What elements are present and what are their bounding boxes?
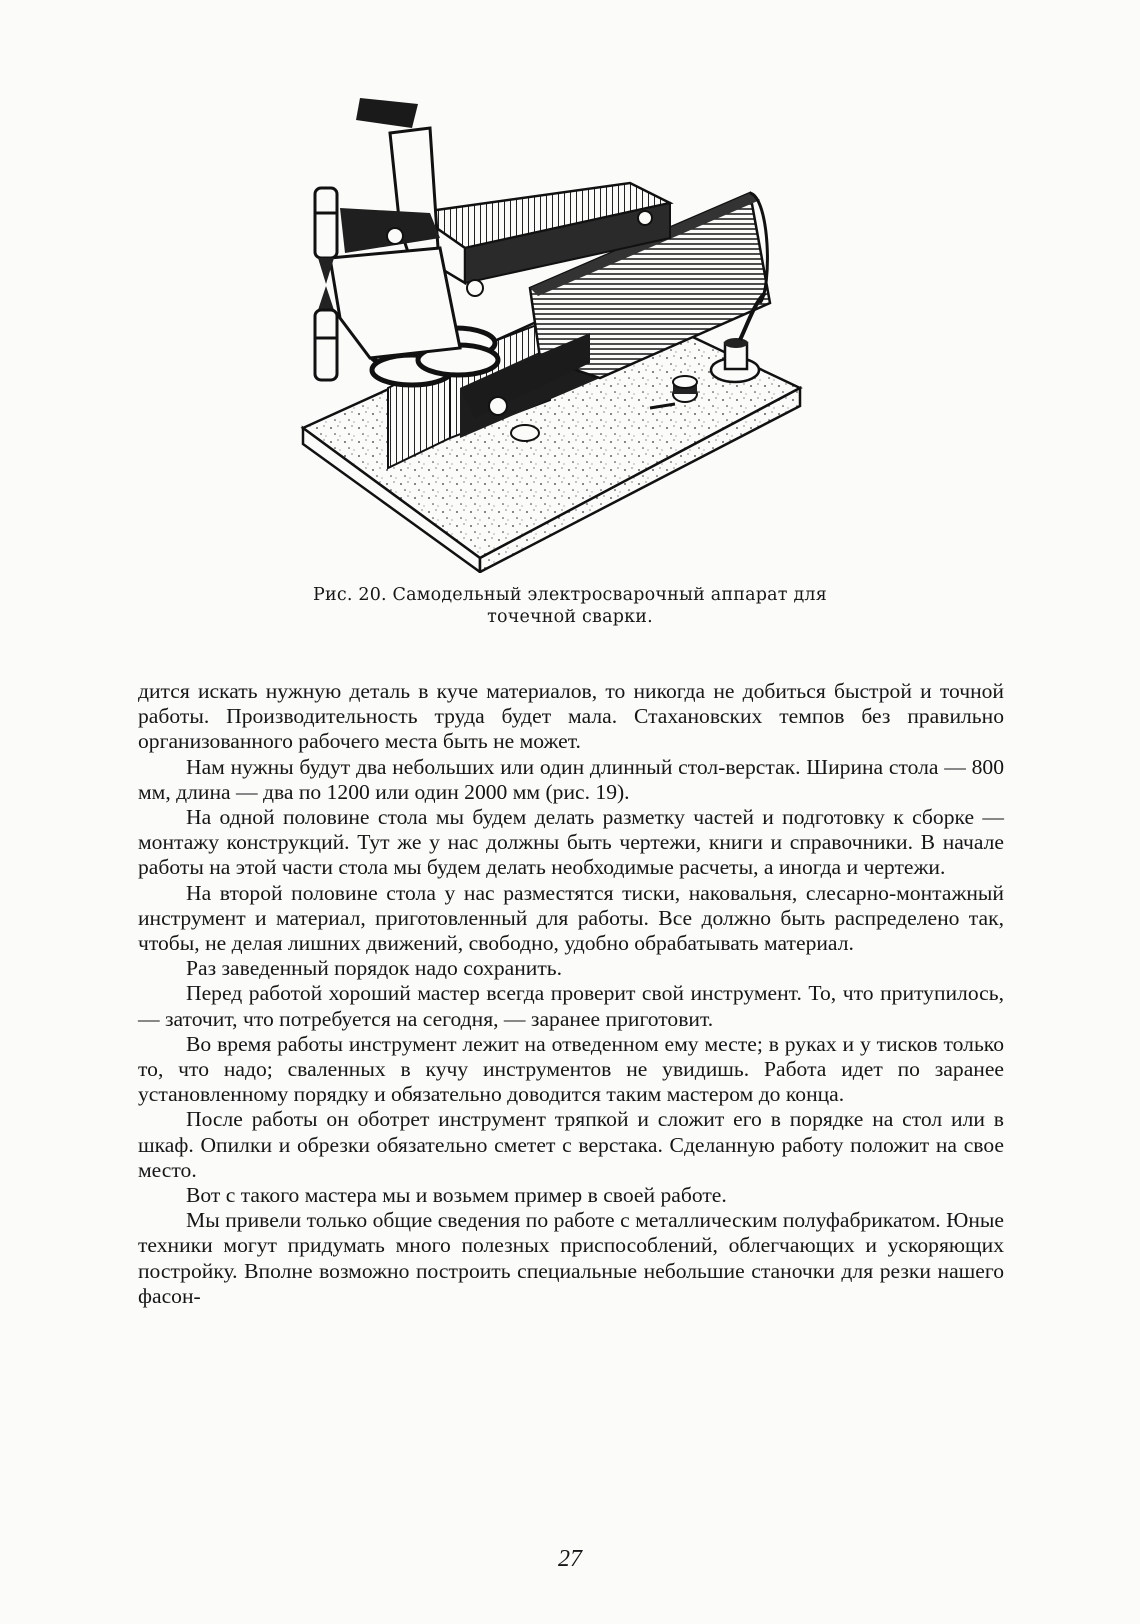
paragraph: На одной половине стола мы будем делать разметку частей и подготовку к сборке — монтажу конструкций. Тут же у нас должны быть чертежи, книги и справочники. В начале работы на этой части стола мы будем делать необходимые расчеты, а иногда и чертежи. [138, 805, 1004, 880]
paragraph: После работы он оботрет инструмент тряпкой и сложит его в порядке на стол или в шкаф. Опилки и обрезки обязательно сметет с верстака. Сделанную работу положит на свое место. [138, 1107, 1004, 1182]
paragraph: Раз заведенный порядок надо сохранить. [186, 956, 563, 981]
figure-caption [250, 584, 890, 628]
body-text [138, 679, 1004, 1309]
figure-caption-line-2: точечной сварки. [487, 607, 653, 627]
welding-apparatus-illustration [300, 88, 830, 573]
paragraph: На второй половине стола у нас разместятся тиски, наковальня, слесарно-монтажный инструмент и материал, приготовленный для работы. Все должно быть распределено так, чтобы, не делая лишних движений, свободно, удобно обрабатывать материал. [138, 880, 1004, 956]
figure-caption-line-1: Рис. 20. Самодельный электросварочный аппарат для [313, 585, 827, 605]
spot-welder-drawing [300, 88, 830, 573]
paragraph: Перед работой хороший мастер всегда проверит свой инструмент. То, что притупилось, — заточит, что потребуется на сегодня, — заранее приготовит. [138, 981, 1004, 1031]
paragraph: дится искать нужную деталь в куче материалов, то никогда не добиться быстрой и точной работы. Производительность труда будет мала. Стахановских темпов без правильно организованного рабочего места быть не может. [138, 679, 1004, 754]
paragraph: Во время работы инструмент лежит на отведенном ему месте; в руках и у тисков только то, что надо; сваленных в кучу инструментов не увидишь. Работа идет по заранее установленному порядку и обязательно доводится таким мастером до конца. [138, 1031, 1004, 1107]
paragraph: Вот с такого мастера мы и возьмем пример в своей работе. [186, 1183, 727, 1208]
paragraph: Мы привели только общие сведения по работе с металлическим полуфабрикатом. Юные техники могут придумать много полезных приспособлений, облегчающих и ускоряющих постройку. Вполне возможно построить специальные небольшие станочки для резки нашего фасон- [138, 1208, 1004, 1308]
page-number: 27 [558, 1546, 582, 1572]
paragraph: Нам нужны будут два небольших или один длинный стол-верстак. Ширина стола — 800 мм, длина — два по 1200 или один 2000 мм (рис. 19). [138, 754, 1004, 804]
